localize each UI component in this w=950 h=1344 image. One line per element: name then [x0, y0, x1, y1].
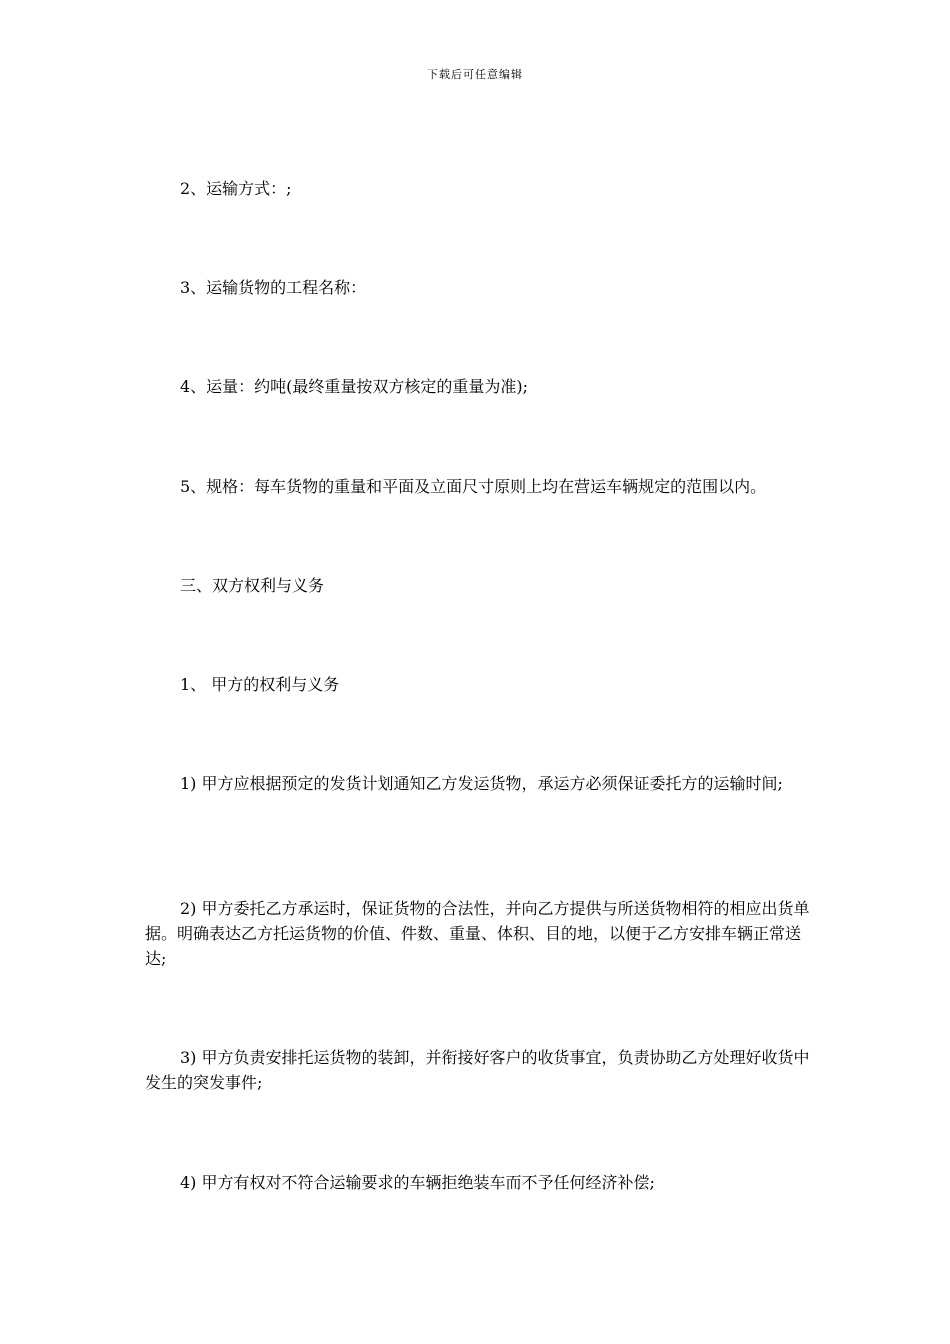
clause-3: 3) 甲方负责安排托运货物的装卸，并衔接好客户的收货事宜，负责协助乙方处理好收货中发生的突发事件;	[145, 1048, 810, 1092]
page-header-note: 下载后可任意编辑	[427, 68, 523, 81]
item-transport-method: 2、运输方式：;	[180, 179, 292, 198]
clause-1: 1) 甲方应根据预定的发货计划通知乙方发运货物，承运方必须保证委托方的运输时间;	[180, 774, 783, 793]
item-specification: 5、规格：每车货物的重量和平面及立面尺寸原则上均在营运车辆规定的范围以内。	[180, 477, 767, 496]
section-heading-rights-obligations: 三、双方权利与义务	[180, 576, 325, 595]
subsection-party-a-rights: 1、 甲方的权利与义务	[180, 675, 340, 694]
clause-2: 2) 甲方委托乙方承运时，保证货物的合法性，并向乙方提供与所送货物相符的相应出货单据。明确表达乙方托运货物的价值、件数、重量、体积、目的地，以便于乙方安排车辆正常送达;	[145, 899, 810, 968]
item-volume: 4、运量：约吨(最终重量按双方核定的重量为准);	[180, 377, 529, 396]
clause-4: 4) 甲方有权对不符合运输要求的车辆拒绝装车而不予任何经济补偿;	[180, 1173, 655, 1192]
item-project-name: 3、运输货物的工程名称：	[180, 278, 367, 297]
